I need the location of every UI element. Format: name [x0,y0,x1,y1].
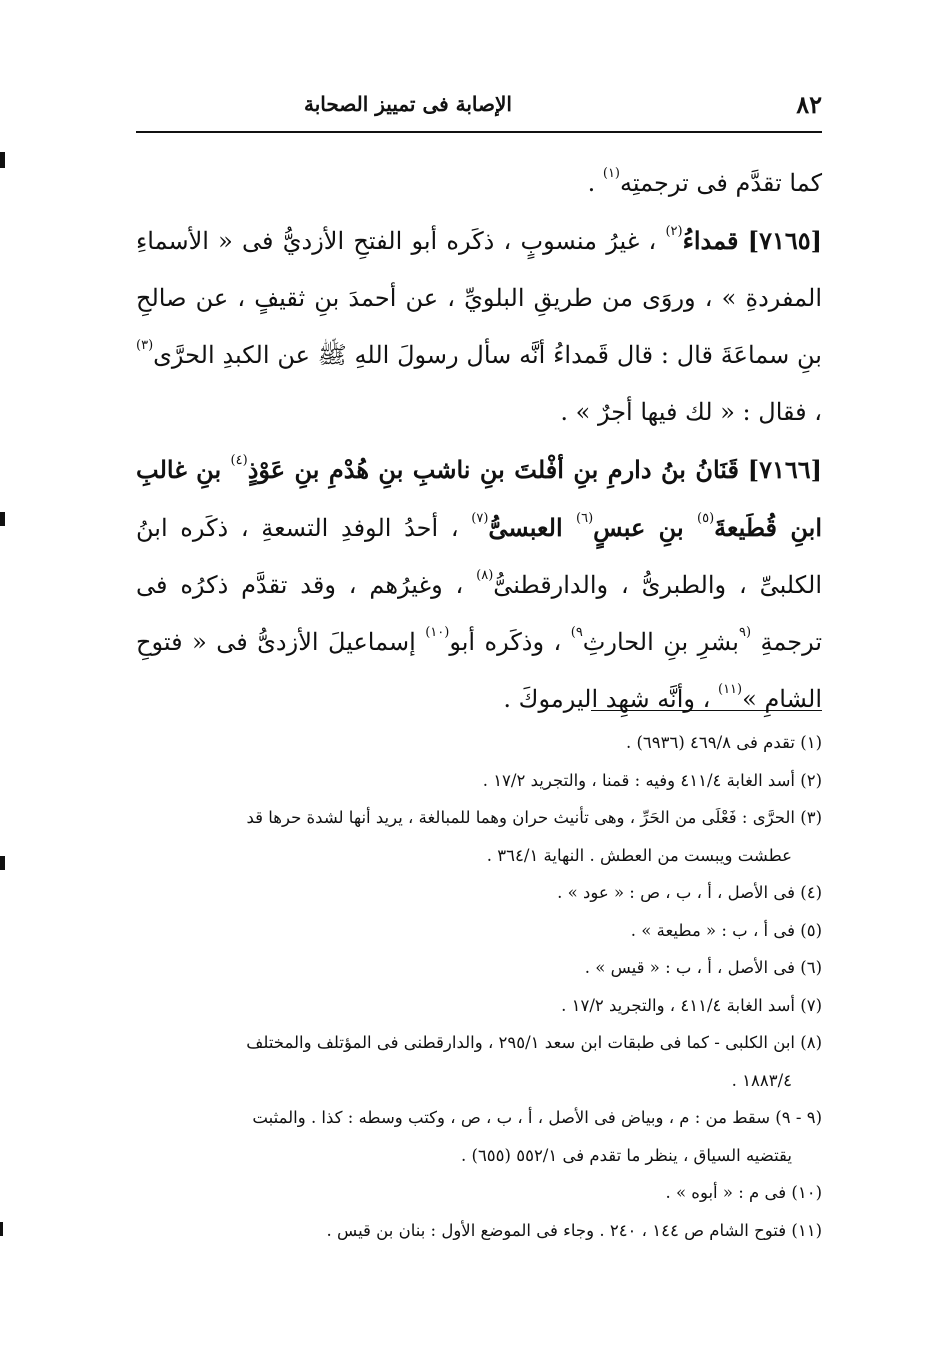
page-header [136,84,822,124]
footnote-6: (٦) فى الأصل ، أ ، ب : « قيس » . [584,958,822,977]
footnote-ref: (٨) [476,568,494,583]
entry-7166 [136,441,822,728]
entry-name: بنِ عبسٍ [593,513,698,542]
footnotes [136,724,822,1249]
scan-edge-mark [0,512,5,526]
footnote-ref: (١) [602,166,620,181]
footnote-ref: (٥) [697,511,715,526]
footnote-ref: (٢) [665,224,683,239]
footnote-ref: (٤) [230,453,248,468]
scan-edge-mark [0,152,5,168]
entry-text: ، وغيرُهم ، وقد تقدَّم ذكرُه فى ترجمةِ [136,571,823,656]
main-text [136,155,822,728]
footnote-ref: (٩ [738,625,752,640]
entry-7165 [136,212,822,441]
footnote-separator [591,710,822,711]
footnote-ref: (١٠) [425,625,450,640]
footnote-3: (٣) الحرَّى : فَعْلَى من الحَرِّ ، وهى تأنيث حران وهما للمبالغة ، يريد أنها لشدة حرها قد [246,808,822,827]
scan-edge-mark [0,856,5,870]
entry-text: ، غيرُ منسوبٍ ، ذكَره أبو الفتحِ الأزديُّ فى « الأسماءِ المفردةِ » ، وروَى من طريقِ البلويِّ ، عن أحمدَ بنِ ثقيفٍ ، عن صالحِ بنِ سماعَةَ قال : قال قَمداءُ أنَّه سأل رسولَ اللهِ ﷺ عن الكبدِ الحرَّى [136,227,822,369]
footnote-ref: (١١) [718,682,743,697]
footnote-9: (٩ - ٩) سقط من : م ، وبياض فى الأصل ، أ ، ب ، ص ، وكتب وسطه : كذا . والمثبت [252,1108,822,1127]
page-number: ٨٢ [796,89,822,119]
entry-number: [٧١٦٥] [747,226,822,255]
footnote-5: (٥) فى أ ، ب : « مطيعة » . [630,920,822,940]
footnote-ref: ٩) [570,625,583,640]
entry-name: العبسىُّ [488,513,576,542]
footnote-2: (٢) أسد الغابة ٤١١/٤ وفيه : قمنا ، والتجريد ١٧/٢ . [482,770,822,790]
entry-text: بشرِ بنِ الحارثِ [582,628,739,656]
footnote-3-cont: عطشت ويبست من العطش . النهاية ٣٦٤/١ . [486,845,792,865]
entry-text: ، فقال : « لك فيها أجرٌ » . [560,398,822,426]
entry-name: قَنَانُ بنُ دارمِ بنِ أفْلتَ بنِ ناشبِ بنِ هُدْمِ بنِ عَوْذٍ [247,455,739,484]
footnote-1: (١) تقدم فى ٤٦٩/٨ (٦٩٣٦) . [625,733,822,752]
footnote-11: (١١) فتوح الشام ص ١٤٤ ، ٢٤٠ . وجاء فى الموضع الأول : بنان بن قيس . [326,1220,822,1240]
entry-number: [٧١٦٦] [747,455,822,484]
header-rule [136,131,822,133]
footnote-7: (٧) أسد الغابة ٤١١/٤ ، والتجريد ١٧/٢ . [561,995,822,1015]
footnote-4: (٤) فى الأصل ، أ ، ب ، ص : « عود » . [557,883,822,902]
entry-text: ، وأنَّه شهِد اليرموكَ . [503,685,718,713]
footnote-ref: (٣) [136,338,154,353]
running-title: الإصابة فى تمييز الصحابة [304,92,512,116]
entry-text: إسماعيلَ الأزدىُّ فى « فتوحِ الشامِ » [136,628,822,713]
footnote-ref: (٦) [576,511,594,526]
continuation-line: كما تقدَّم فى ترجمتِه$^{(١)}$ . [587,166,822,197]
scan-edge-mark [0,1222,3,1236]
entry-name: بنِ غالبِ ابنِ قُطَيعةَ [136,455,823,542]
entry-name: قمداءُ [682,226,739,255]
footnote-ref: (٧) [471,511,489,526]
footnote-8-cont: ١٨٨٣/٤ . [731,1070,792,1090]
footnote-9-cont: يقتضيه السياق ، ينظر ما تقدم فى ٥٥٢/١ (٦٥٥) . [461,1145,792,1165]
footnote-10: (١٠) فى م : « أبوه » . [665,1183,822,1202]
entry-text: ، وذكَره أبو [449,628,571,656]
entry-text: ، أحدُ الوفدِ التسعةِ ، ذكَره ابنُ الكلبىِّ ، والطبرىُّ ، والدارقطنىُّ [136,514,822,599]
footnote-8: (٨) ابن الكلبى - كما فى طبقات ابن سعد ٢٩٥/١ ، والدارقطنى فى المؤتلف والمختلف [246,1033,822,1052]
